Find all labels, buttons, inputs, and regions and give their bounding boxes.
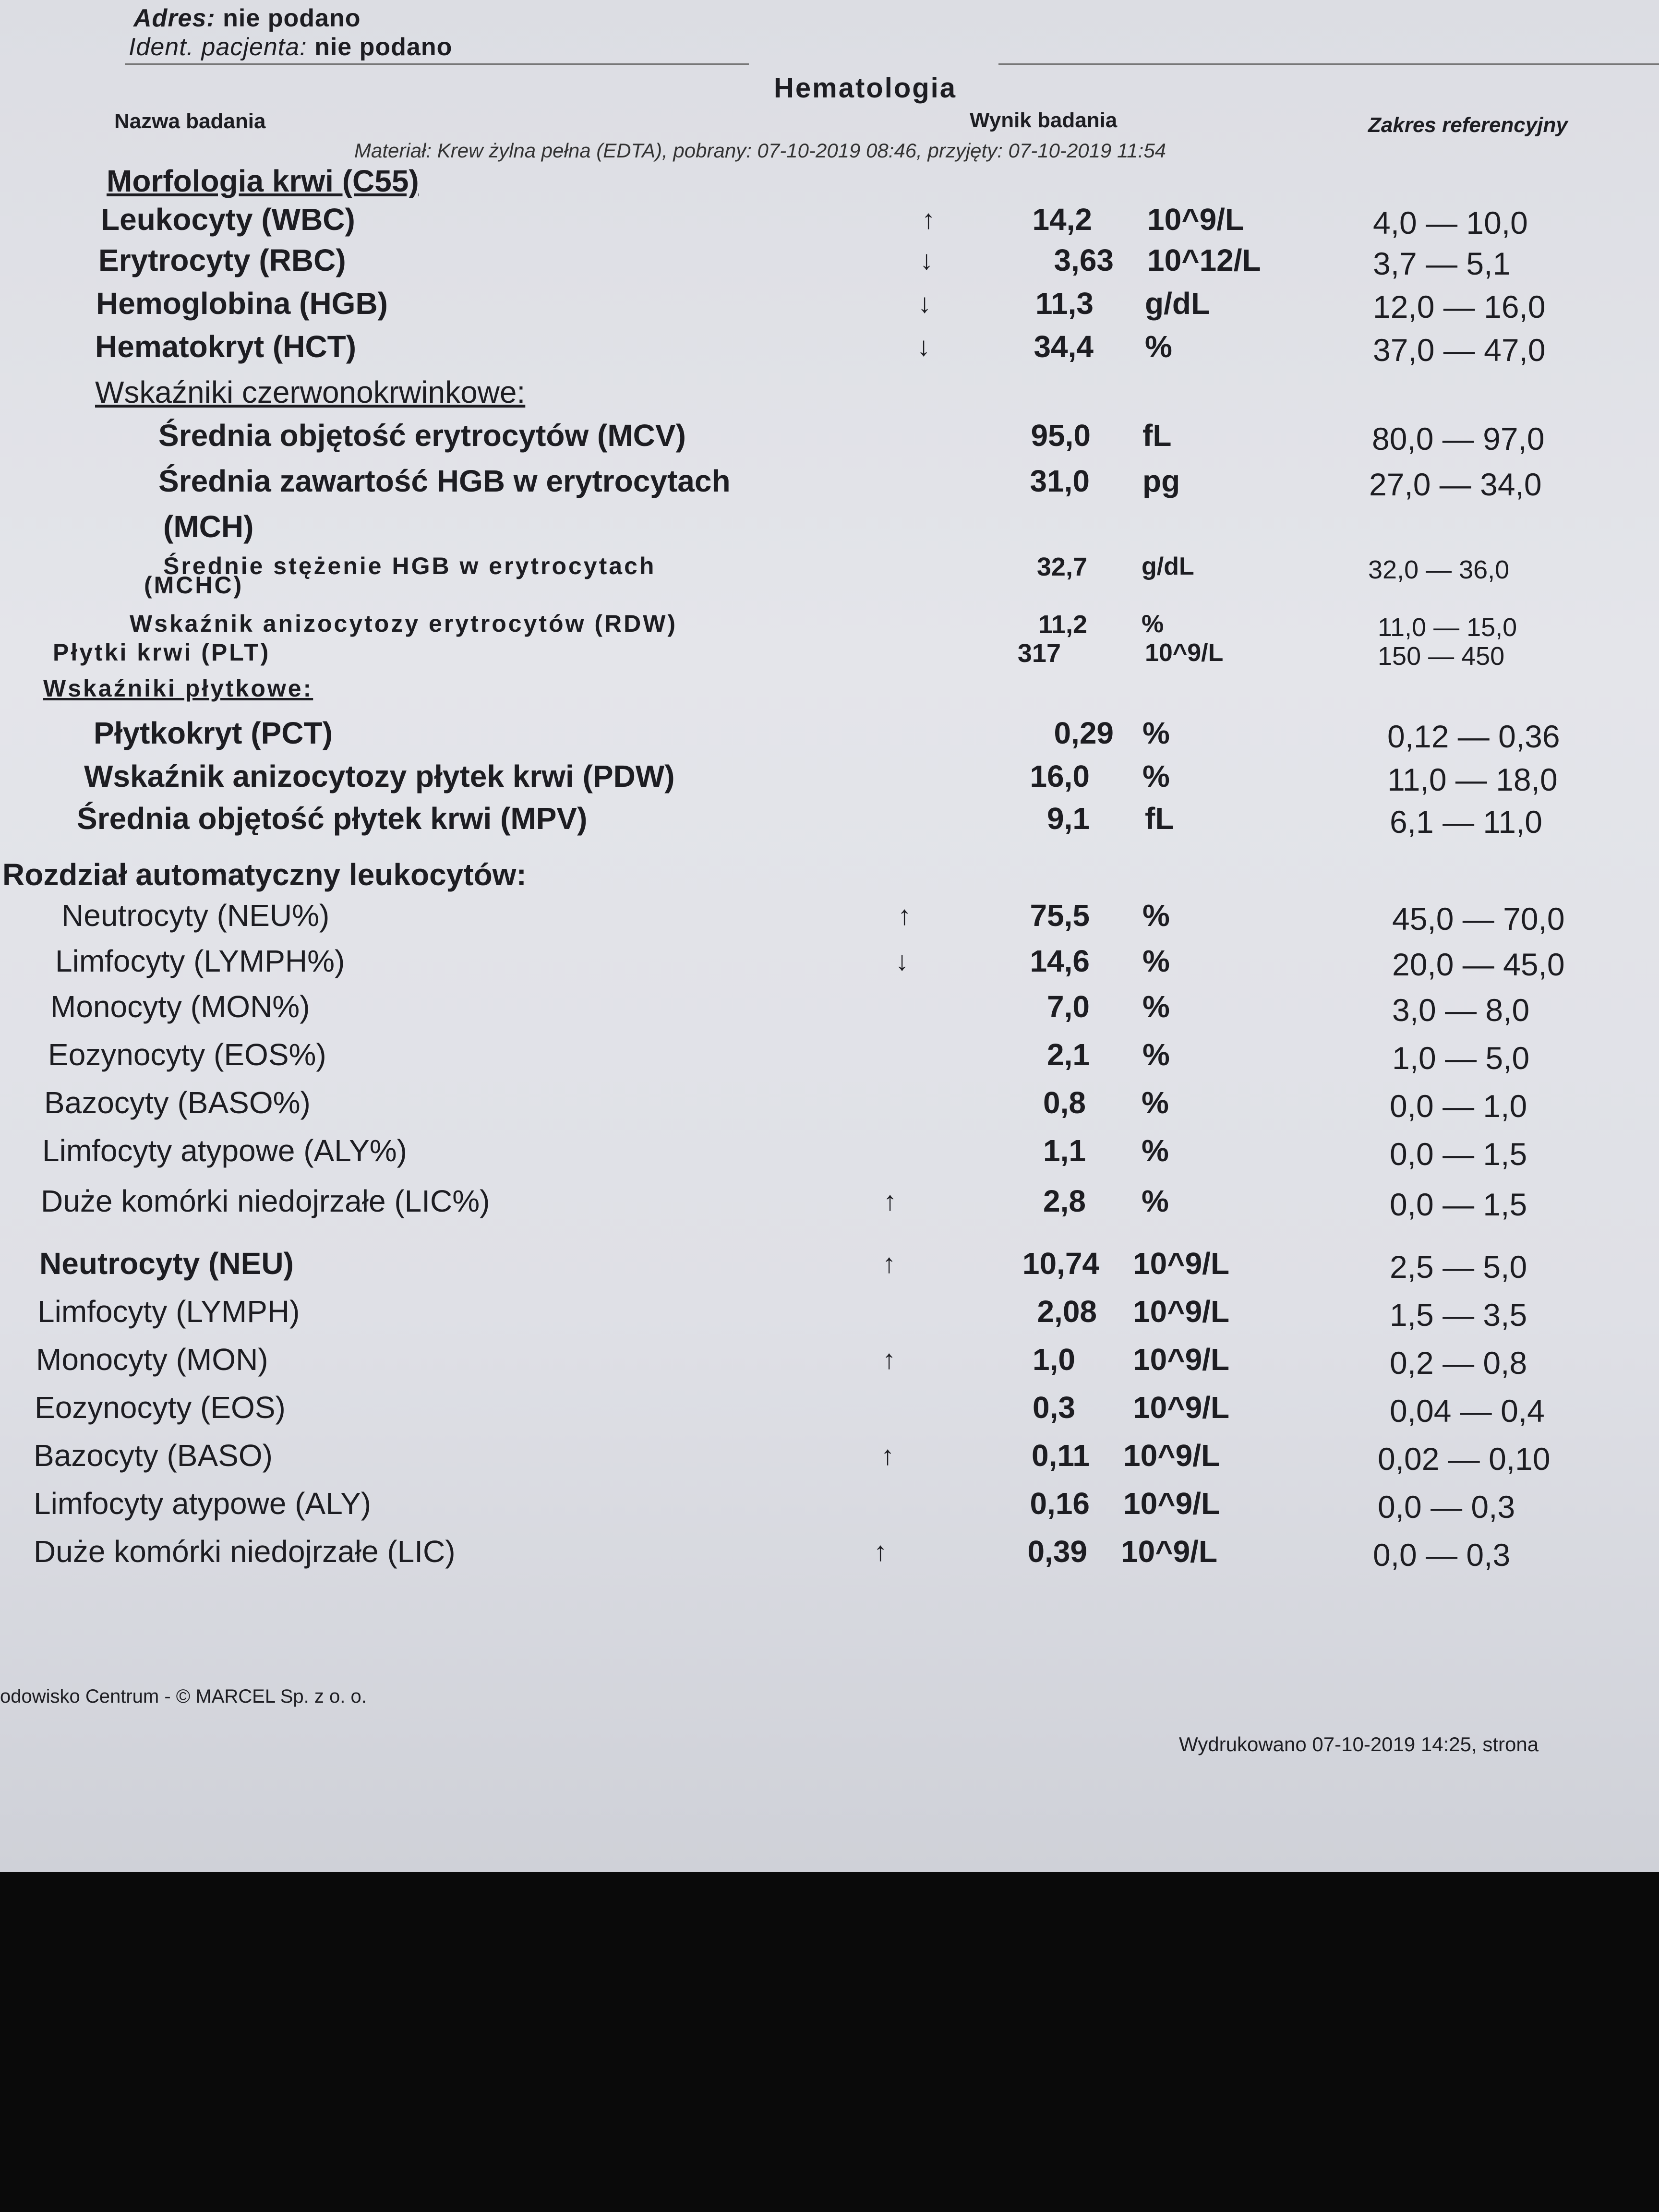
result-value: 11,2 [1038,610,1087,639]
reference-range: 27,0 — 34,0 [1369,467,1542,502]
patient-id-line [129,33,452,61]
result-row [0,1390,1659,1438]
reference-range: 32,0 — 36,0 [1368,555,1510,584]
test-name: Neutrocyty (NEU%) [61,898,330,933]
reference-range: 11,0 — 18,0 [1387,762,1558,797]
result-unit: % [1145,329,1172,364]
flag-low: ↓ [920,245,933,275]
result-row [0,286,1659,334]
reference-range: 0,02 — 0,10 [1378,1441,1551,1477]
address-value: nie podano [223,4,361,32]
reference-range: 1,0 — 5,0 [1392,1040,1530,1076]
flag-low: ↓ [895,946,909,976]
test-name: Limfocyty (LYMPH) [37,1294,300,1329]
result-value: 317 [1017,639,1061,668]
result-row [0,1037,1659,1085]
flag-high: ↑ [882,1248,896,1278]
result-row [0,463,1659,511]
reference-range: 3,7 — 5,1 [1373,246,1511,281]
result-row [0,989,1659,1037]
result-row [0,715,1659,763]
result-unit: % [1142,759,1170,793]
section-title: Hematologia [774,72,957,104]
reference-range: 80,0 — 97,0 [1372,421,1545,457]
test-name: Hemoglobina (HGB) [96,286,388,321]
result-unit: 10^9/L [1123,1438,1220,1473]
flag-high: ↑ [883,1186,897,1216]
test-name: (MCH) [163,509,254,544]
result-value: 7,0 [1047,989,1090,1024]
test-name: Rozdział automatyczny leukocytów: [2,857,527,892]
test-name: (MCHC) [144,572,244,599]
result-row [0,329,1659,377]
reference-range: 150 — 450 [1378,642,1505,671]
result-unit: % [1142,716,1170,750]
test-name: Limfocyty (LYMPH%) [55,944,345,978]
result-value: 10,74 [1022,1246,1099,1281]
result-value: 14,2 [1032,202,1092,237]
result-value: 14,6 [1030,944,1090,978]
result-unit: 10^9/L [1133,1342,1230,1377]
test-name: Erytrocyty (RBC) [98,243,346,277]
result-value: 0,3 [1033,1390,1075,1425]
test-name: Płytki krwi (PLT) [53,639,271,666]
result-value: 0,39 [1027,1534,1087,1569]
header-divider-right [998,63,1659,65]
result-unit: g/dL [1142,553,1194,580]
result-unit: % [1142,1085,1169,1120]
reference-range: 11,0 — 15,0 [1378,613,1517,642]
result-value: 11,3 [1035,286,1094,321]
test-name: Morfologia krwi (C55) [107,164,419,198]
result-value: 31,0 [1030,464,1090,498]
result-unit: 10^12/L [1147,243,1261,277]
result-unit: % [1142,989,1170,1024]
reference-range: 3,0 — 8,0 [1392,992,1530,1028]
result-value: 2,8 [1043,1184,1086,1218]
result-unit: 10^9/L [1133,1294,1230,1329]
result-unit: pg [1142,464,1180,498]
test-name: Neutrocyty (NEU) [39,1246,294,1281]
result-row [0,1438,1659,1486]
result-row [0,801,1659,849]
result-unit: fL [1145,801,1174,836]
result-row [0,758,1659,806]
flag-low: ↓ [917,331,930,361]
header-divider-left [125,63,749,65]
flag-high: ↑ [881,1440,894,1470]
test-name: Wskaźnik anizocytozy płytek krwi (PDW) [84,759,675,793]
result-row [0,1133,1659,1181]
result-unit: % [1142,1133,1169,1168]
result-value: 0,8 [1043,1085,1086,1120]
reference-range: 0,0 — 1,0 [1390,1088,1527,1124]
test-name: Bazocyty (BASO%) [44,1085,311,1120]
result-row [0,374,1659,422]
test-name: Średnie stężenie HGB w erytrocytach [163,553,656,579]
result-value: 1,1 [1043,1133,1086,1168]
result-unit: % [1142,610,1164,638]
test-name: Bazocyty (BASO) [34,1438,273,1473]
result-value: 0,11 [1031,1438,1090,1473]
test-name: Średnia objętość erytrocytów (MCV) [158,418,686,453]
flag-high: ↑ [922,204,935,234]
result-row [0,1183,1659,1231]
lab-footer: odowisko Centrum - © MARCEL Sp. z o. o. [0,1686,367,1707]
flag-high: ↑ [874,1536,887,1566]
reference-range: 0,12 — 0,36 [1387,719,1560,754]
reference-range: 6,1 — 11,0 [1390,804,1542,840]
material-info: Materiał: Krew żylna pełna (EDTA), pobrany: 07-10-2019 08:46, przyjęty: 07-10-2019 11:54 [354,139,1166,162]
result-value: 2,1 [1047,1037,1090,1072]
result-value: 3,63 [1054,243,1114,277]
result-value: 32,7 [1036,553,1087,581]
reference-range: 0,0 — 0,3 [1373,1537,1511,1573]
result-row [0,1246,1659,1294]
test-name: Eozynocyty (EOS) [35,1390,286,1425]
result-unit: 10^9/L [1121,1534,1218,1569]
result-row [0,1486,1659,1534]
flag-high: ↑ [898,900,911,930]
test-name: Eozynocyty (EOS%) [48,1037,326,1072]
test-name: Średnia objętość płytek krwi (MPV) [77,801,588,836]
column-reference-header: Zakres referencyjny [1368,113,1568,137]
reference-range: 0,0 — 0,3 [1378,1489,1515,1525]
result-row [0,1294,1659,1342]
address-line [133,4,361,33]
reference-range: 0,04 — 0,4 [1390,1393,1545,1429]
result-row [0,418,1659,466]
result-unit: 10^9/L [1145,639,1224,667]
result-unit: 10^9/L [1123,1486,1220,1521]
reference-range: 0,0 — 1,5 [1390,1136,1527,1172]
test-name: Wskaźniki płytkowe: [43,675,313,702]
result-unit: % [1142,898,1170,933]
result-row [0,509,1659,557]
column-result-header: Wynik badania [970,108,1118,132]
reference-range: 20,0 — 45,0 [1392,947,1565,982]
reference-range: 12,0 — 16,0 [1373,289,1546,325]
test-name: Średnia zawartość HGB w erytrocytach [158,464,731,498]
reference-range: 4,0 — 10,0 [1373,205,1528,240]
result-value: 0,16 [1030,1486,1090,1521]
test-name: Monocyty (MON%) [50,989,310,1024]
test-name: Wskaźnik anizocytozy erytrocytów (RDW) [130,610,678,637]
result-value: 9,1 [1047,801,1090,836]
test-name: Hematokryt (HCT) [95,329,357,364]
result-unit: % [1142,1184,1169,1218]
result-row [0,242,1659,290]
test-name: Leukocyty (WBC) [101,202,355,237]
result-value: 34,4 [1034,329,1094,364]
result-value: 16,0 [1030,759,1090,793]
patient-id-label: Ident. pacjenta: [129,33,307,61]
result-row [0,1534,1659,1582]
test-name: Limfocyty atypowe (ALY) [34,1486,372,1521]
test-name: Wskaźniki czerwonokrwinkowe: [95,375,526,409]
column-name-header: Nazwa badania [114,109,266,133]
test-name: Monocyty (MON) [36,1342,268,1377]
result-row [0,898,1659,946]
flag-high: ↑ [882,1344,896,1374]
result-value: 75,5 [1030,898,1090,933]
result-unit: 10^9/L [1133,1390,1230,1425]
test-name: Płytkokryt (PCT) [94,716,333,750]
reference-range: 45,0 — 70,0 [1392,901,1565,937]
result-unit: fL [1142,418,1172,453]
result-value: 1,0 [1033,1342,1075,1377]
reference-range: 37,0 — 47,0 [1373,332,1546,368]
result-unit: 10^9/L [1133,1246,1230,1281]
patient-id-value: nie podano [314,33,453,61]
result-unit: 10^9/L [1147,202,1244,237]
result-unit: % [1142,1037,1170,1072]
reference-range: 0,0 — 1,5 [1390,1187,1527,1222]
reference-range: 0,2 — 0,8 [1390,1345,1527,1381]
reference-range: 2,5 — 5,0 [1390,1249,1527,1285]
test-name: Duże komórki niedojrzałe (LIC) [34,1534,456,1569]
result-value: 95,0 [1031,418,1091,453]
result-unit: % [1142,944,1170,978]
result-row [0,943,1659,991]
result-value: 2,08 [1037,1294,1097,1329]
print-info: Wydrukowano 07-10-2019 14:25, strona [1179,1733,1539,1755]
test-name: Limfocyty atypowe (ALY%) [42,1133,407,1168]
address-label: Adres: [133,4,216,32]
reference-range: 1,5 — 3,5 [1390,1297,1527,1333]
result-row [0,1085,1659,1133]
test-name: Duże komórki niedojrzałe (LIC%) [41,1184,490,1218]
result-row [0,1342,1659,1390]
result-value: 0,29 [1054,716,1114,750]
flag-low: ↓ [918,288,931,318]
result-unit: g/dL [1145,286,1210,321]
